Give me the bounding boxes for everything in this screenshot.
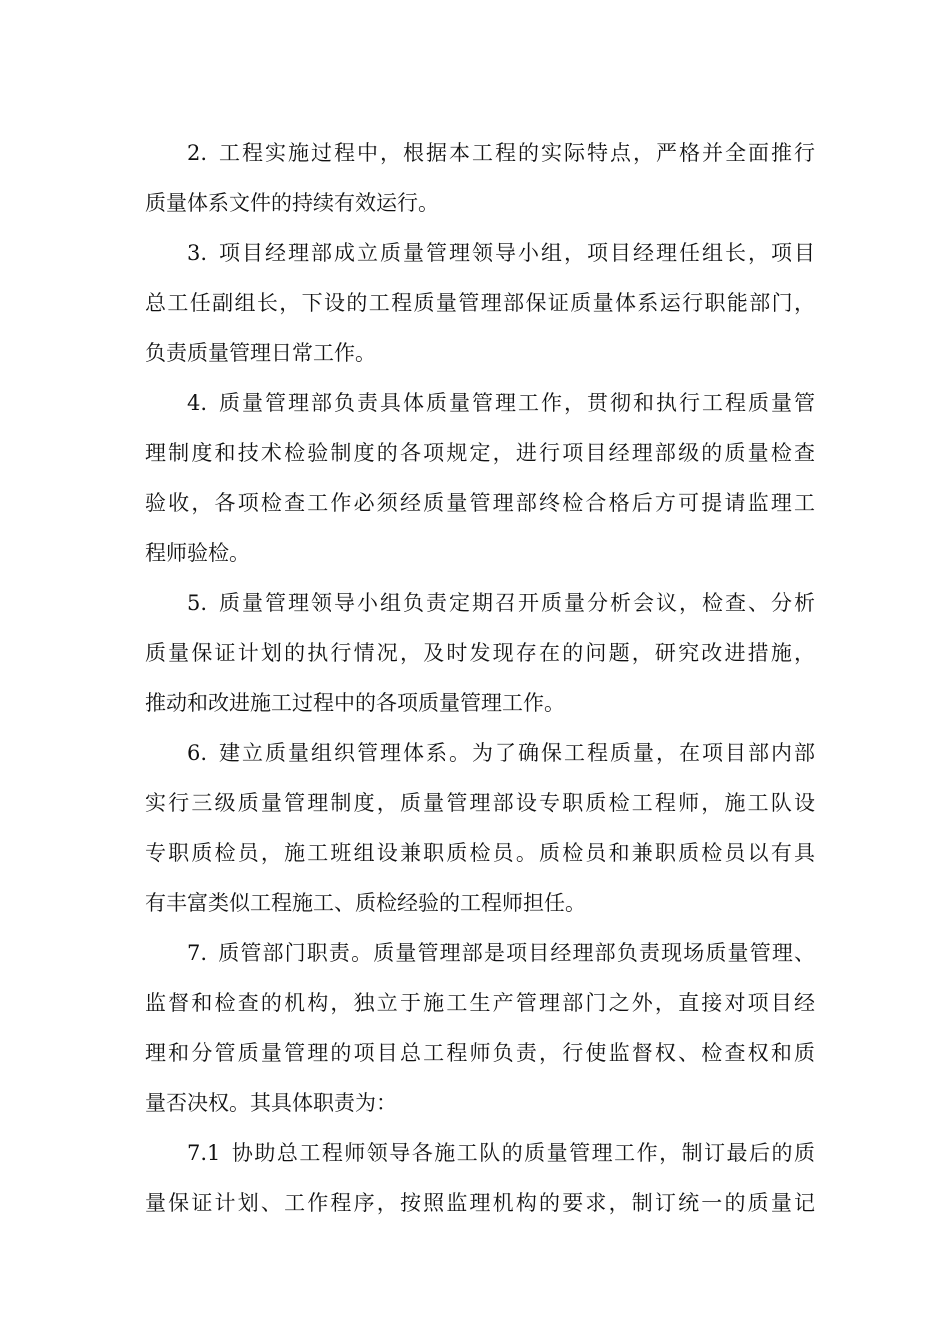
paragraph-line: 有丰富类似工程施工、质检经验的工程师担任。 — [145, 891, 586, 915]
paragraph-line: 程师验检。 — [145, 541, 250, 565]
paragraph-line: 专职质检员，施工班组设兼职质检员。质检员和兼职质检员以有具 — [145, 841, 815, 865]
paragraph-line: 7. 质管部门职责。质量管理部是项目经理部负责现场质量管理、 — [187, 941, 815, 965]
paragraph-line: 质量保证计划的执行情况，及时发现存在的问题，研究改进措施， — [145, 641, 815, 665]
paragraph-line: 推动和改进施工过程中的各项质量管理工作。 — [145, 691, 565, 715]
paragraph-5 — [145, 578, 815, 728]
paragraph-line: 总工任副组长，下设的工程质量管理部保证质量体系运行职能部门， — [145, 291, 815, 315]
paragraph-4 — [145, 378, 815, 578]
paragraph-line: 3. 项目经理部成立质量管理领导小组，项目经理任组长，项目 — [187, 241, 815, 265]
paragraph-7-1 — [145, 1128, 815, 1228]
paragraph-number: 7.1 — [187, 1141, 221, 1165]
paragraph-line: 负责质量管理日常工作。 — [145, 341, 376, 365]
paragraph-line: 质量体系文件的持续有效运行。 — [145, 191, 439, 215]
paragraph-3 — [145, 228, 815, 378]
paragraph-line: 量保证计划、工作程序，按照监理机构的要求，制订统一的质量记 — [145, 1191, 815, 1215]
paragraph-number: 5. — [187, 591, 208, 615]
paragraph-line: 理制度和技术检验制度的各项规定，进行项目经理部级的质量检查 — [145, 441, 815, 465]
paragraph-number: 7. — [187, 941, 208, 965]
paragraph-line: 验收，各项检查工作必须经质量管理部终检合格后方可提请监理工 — [145, 491, 815, 515]
paragraph-6 — [145, 728, 815, 928]
paragraph-number: 4. — [187, 391, 208, 415]
paragraph-number: 2. — [187, 141, 208, 165]
document-body — [145, 128, 815, 1228]
paragraph-line: 7.1 协助总工程师领导各施工队的质量管理工作，制订最后的质 — [187, 1141, 815, 1165]
paragraph-number: 6. — [187, 741, 208, 765]
paragraph-line: 理和分管质量管理的项目总工程师负责，行使监督权、检查权和质 — [145, 1041, 815, 1065]
paragraph-line: 监督和检查的机构，独立于施工生产管理部门之外，直接对项目经 — [145, 991, 815, 1015]
paragraph-number: 3. — [187, 241, 208, 265]
paragraph-line: 2. 工程实施过程中，根据本工程的实际特点，严格并全面推行 — [187, 141, 815, 165]
paragraph-line: 6. 建立质量组织管理体系。为了确保工程质量，在项目部内部 — [187, 741, 815, 765]
paragraph-line: 5. 质量管理领导小组负责定期召开质量分析会议，检查、分析 — [187, 591, 815, 615]
paragraph-2 — [145, 128, 815, 228]
paragraph-line: 实行三级质量管理制度，质量管理部设专职质检工程师，施工队设 — [145, 791, 815, 815]
paragraph-line: 量否决权。其具体职责为： — [145, 1091, 397, 1115]
paragraph-line: 4. 质量管理部负责具体质量管理工作，贯彻和执行工程质量管 — [187, 391, 815, 415]
paragraph-7 — [145, 928, 815, 1128]
